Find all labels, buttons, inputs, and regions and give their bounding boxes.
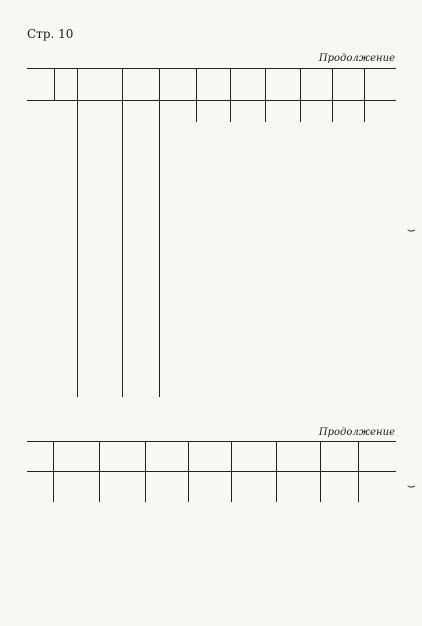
- table-rule: [230, 68, 231, 100]
- table-rule: [364, 100, 365, 122]
- margin-mark: ⌣: [406, 478, 416, 494]
- table-rule: [27, 471, 396, 472]
- table-rule: [54, 68, 55, 100]
- table-rule: [300, 68, 301, 100]
- table-rule: [53, 441, 54, 502]
- table-rule: [265, 68, 266, 100]
- table-rule: [230, 100, 231, 122]
- page-label: Стр. 10: [27, 27, 74, 41]
- table-rule: [27, 68, 396, 69]
- table-rule: [122, 68, 123, 100]
- table-rule: [145, 441, 146, 502]
- table-rule: [320, 441, 321, 502]
- table-rule: [332, 68, 333, 100]
- margin-mark: ⌣: [406, 222, 416, 238]
- table-rule: [77, 68, 78, 100]
- table-rule: [276, 441, 277, 502]
- table-rule: [159, 68, 160, 100]
- table-rule: [332, 100, 333, 122]
- table-rule: [188, 441, 189, 502]
- continuation-label-2: Продолжение: [318, 427, 395, 438]
- table-rule: [265, 100, 266, 122]
- table-rule: [122, 100, 123, 397]
- table-rule: [358, 441, 359, 502]
- table-rule: [27, 100, 396, 101]
- table-rule: [27, 441, 396, 442]
- table-rule: [300, 100, 301, 122]
- table-rule: [99, 441, 100, 502]
- table-rule: [196, 100, 197, 122]
- table-rule: [231, 441, 232, 502]
- continuation-label-1: Продолжение: [318, 53, 395, 64]
- table-rule: [159, 100, 160, 397]
- table-rule: [364, 68, 365, 100]
- table-rule: [77, 100, 78, 397]
- table-rule: [196, 68, 197, 100]
